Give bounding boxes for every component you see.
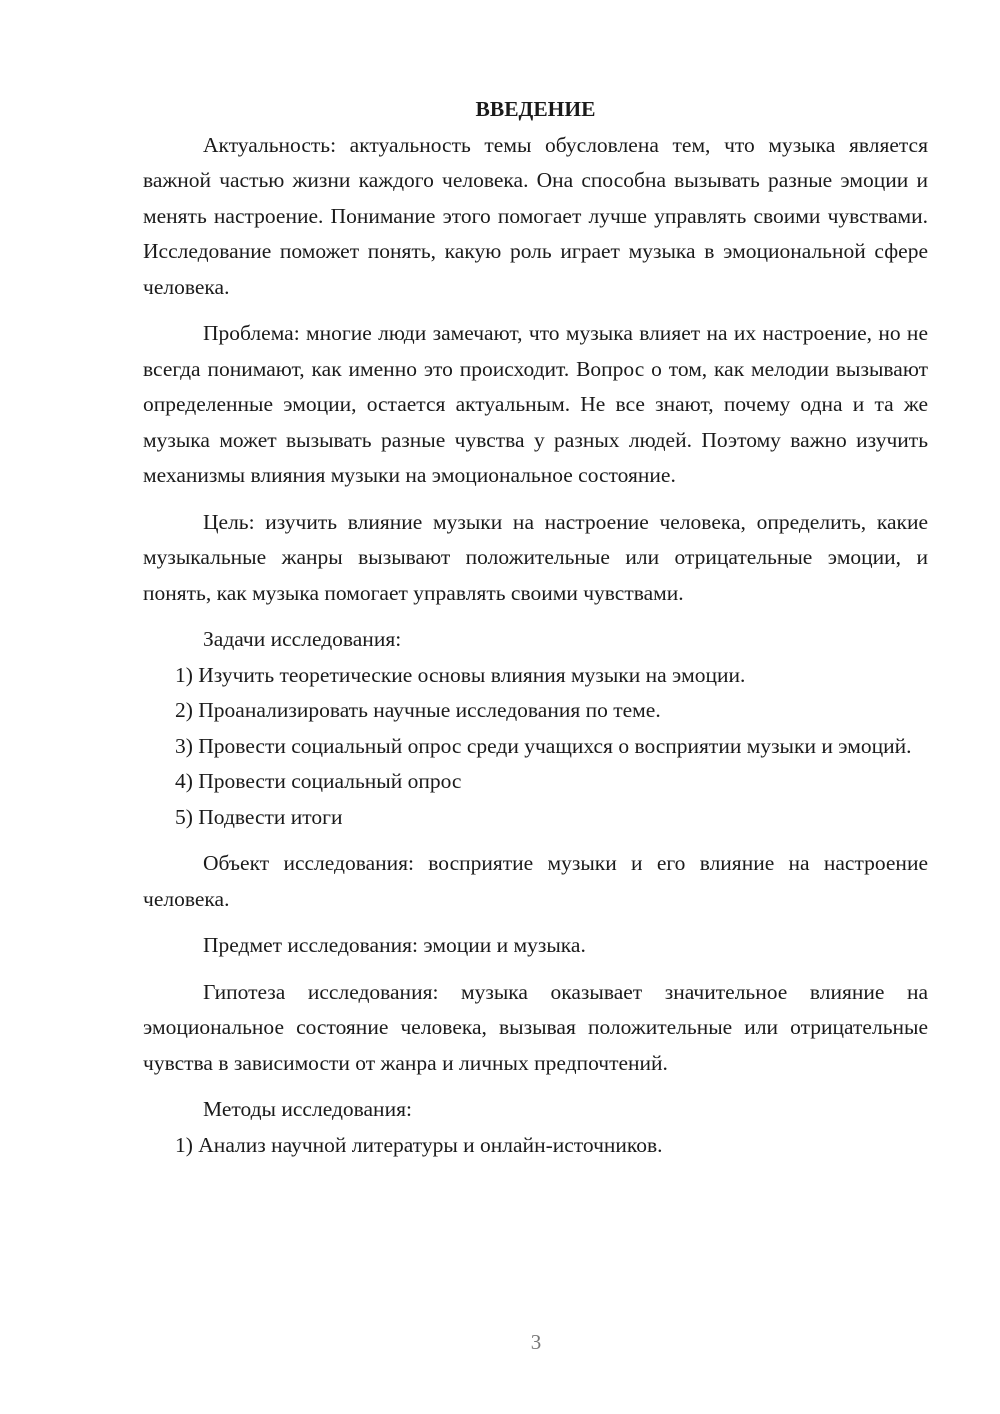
tasks-heading: Задачи исследования: [203,627,402,651]
object-paragraph: Объект исследования: восприятие музыки и его влияние на настроение человека. [143,851,928,911]
hypothesis-paragraph: Гипотеза исследования: музыка оказывает значительное влияние на эмоциональное состояние человека, вызывая положительные или отрицательные чувства в зависимости от жанра и личных предпочтений. [143,979,928,1075]
method-item-1: 1) Анализ научной литературы и онлайн-источников. [175,1132,663,1157]
page-title: ВВЕДЕНИЕ [475,97,596,121]
page-number: 3 [530,1330,542,1354]
task-item-1: 1) Изучить теоретические основы влияния музыки на эмоции. [175,662,746,687]
task-item-5: 5) Подвести итоги [175,804,343,829]
document-page [143,92,928,1163]
problem-paragraph: Проблема: многие люди замечают, что музыка влияет на их настроение, но не всегда понимают, как именно это происходит. Вопрос о том, как мелодии вызывают определенные эмоции, остается актуальным. Не все знают, почему одна и та же музыка может вызывать разные чувства у разных людей. Поэтому важно изучить механизмы влияния музыки на эмоциональное состояние. [143,321,928,487]
task-item-3: 3) Провести социальный опрос среди учащихся о восприятии музыки и эмоций. [175,733,912,758]
subject-paragraph: Предмет исследования: эмоции и музыка. [203,933,586,957]
task-item-4: 4) Провести социальный опрос [175,769,462,793]
goal-paragraph: Цель: изучить влияние музыки на настроение человека, определить, какие музыкальные жанры вызывают положительные или отрицательные эмоции, и понять, как музыка помогает управлять своими чувствами. [143,509,928,605]
task-item-2: 2) Проанализировать научные исследования по теме. [175,698,661,722]
methods-heading: Методы исследования: [203,1097,412,1121]
relevance-paragraph: Актуальность: актуальность темы обусловлена тем, что музыка является важной частью жизни каждого человека. Она способна вызывать разные эмоции и менять настроение. Понимание этого помогает лучше управлять своими чувствами. Исследование поможет понять, какую роль играет музыка в эмоциональной сфере человека. [143,132,928,299]
